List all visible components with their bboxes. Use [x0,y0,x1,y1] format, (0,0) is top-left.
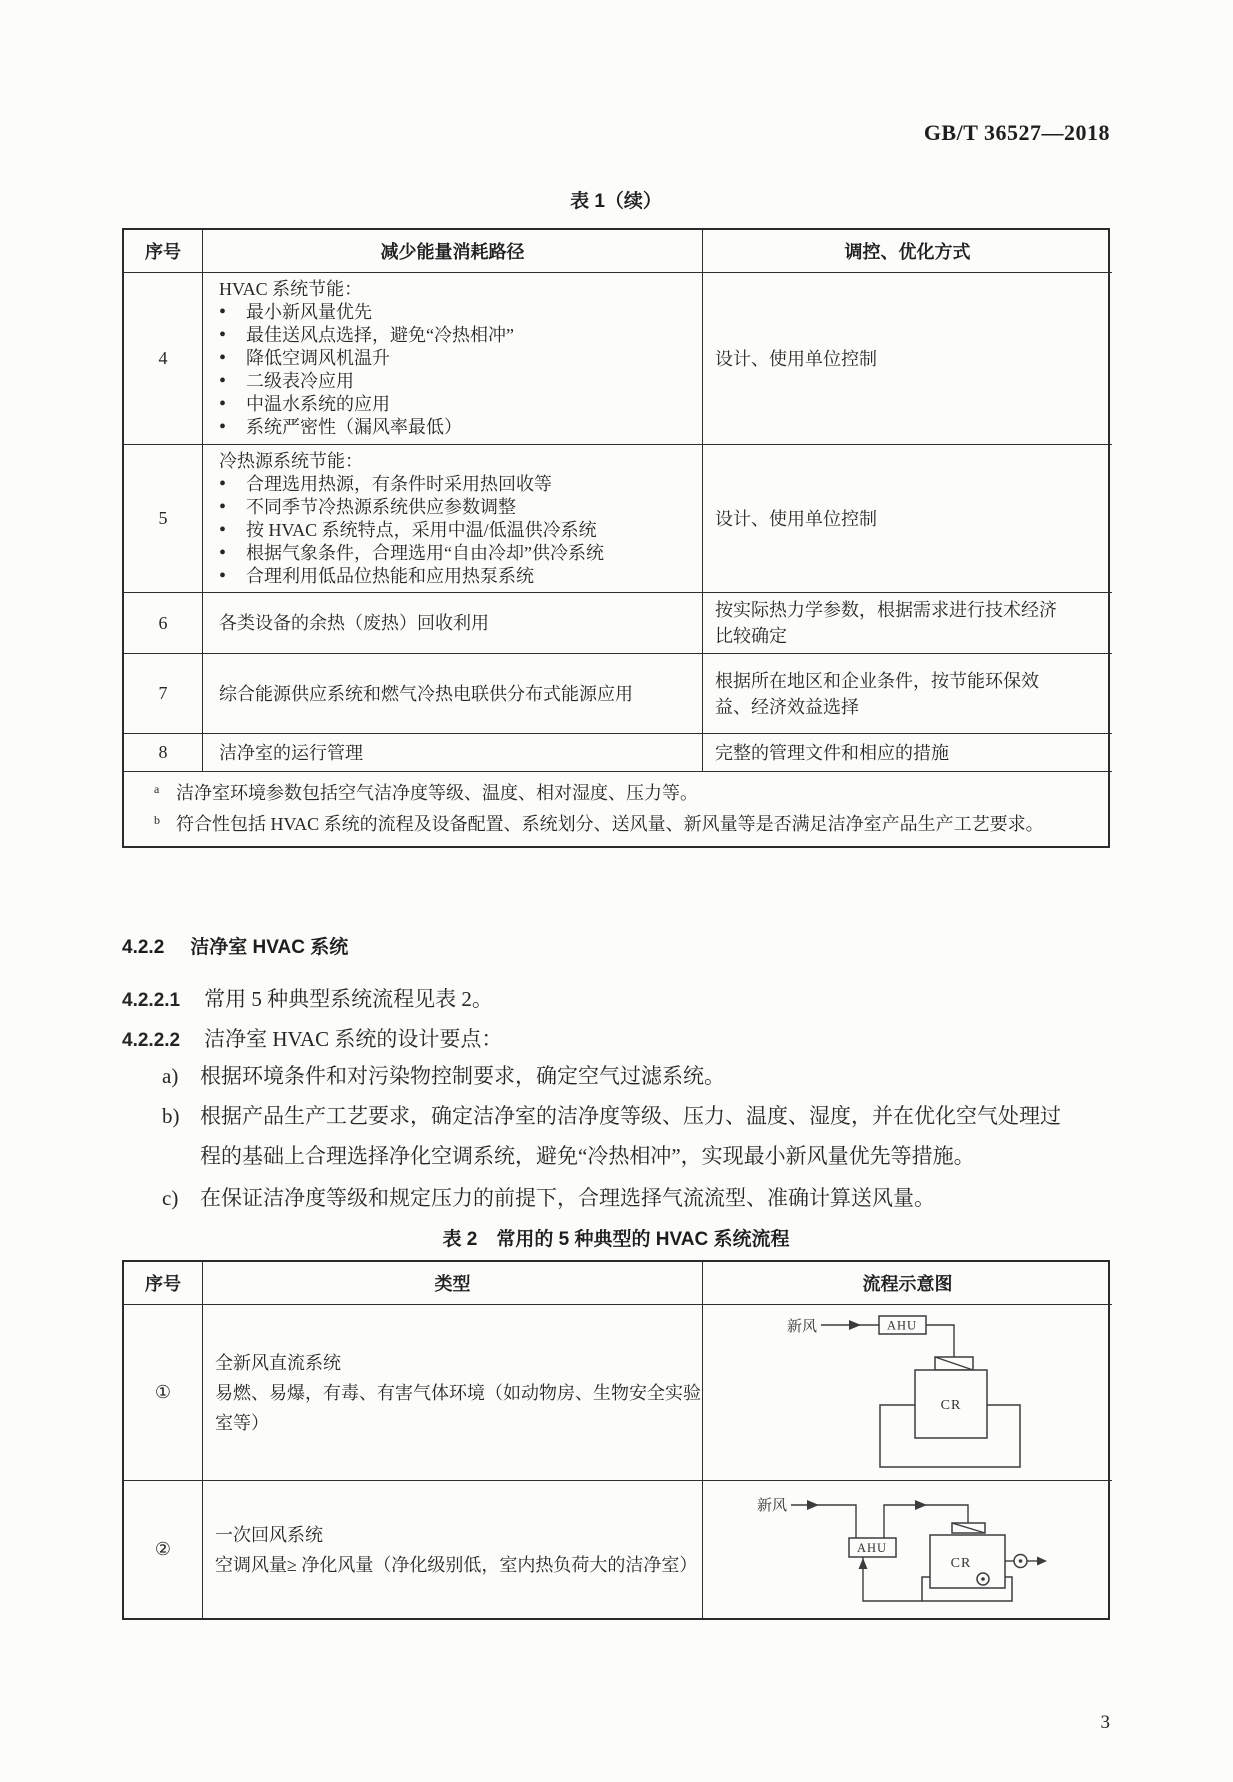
footnote-text: 洁净室环境参数包括空气洁净度等级、温度、相对湿度、压力等。 [176,783,698,803]
system-type-desc: 空调风量≥ 净化风量（净化级别低，室内热负荷大的洁净室） [215,1554,698,1575]
list-item [219,473,694,496]
item-marker: c) [162,1186,179,1210]
flow-arrow-icon [849,1320,861,1330]
table1-row-path: 洁净室的运行管理 [202,733,702,771]
duct-line [926,1325,954,1357]
bullet-text: 最小新风量优先 [246,302,372,322]
table1-row-no: 8 [124,733,202,771]
system-type-desc: 易燃、易爆，有毒、有害气体环境（如动物房、生物安全实验室等） [215,1382,701,1433]
table2-header-no: 序号 [145,1274,181,1294]
flow-arrow-icon [807,1500,819,1510]
section-title: 洁净室 HVAC 系统 [190,937,349,958]
footnote [154,809,1092,840]
table2 [122,1260,1110,1620]
bullet-text: 按 HVAC 系统特点，采用中温/低温供冷系统 [246,520,597,540]
list-item [219,347,694,370]
bullet-text: 中温水系统的应用 [246,394,390,414]
table1-header-method: 调控、优化方式 [702,230,1112,272]
item-marker: b) [162,1104,180,1128]
table2-row-type [202,1480,702,1618]
table1-row-method: 设计、使用单位控制 [702,272,1112,444]
filter-diagonal [935,1357,973,1370]
bullet-icon: • [219,542,227,564]
ahu-label: AHU [856,1541,888,1555]
table1-title: 表 1（续） [570,191,662,212]
table2-row-no: ① [124,1304,202,1480]
bullet-icon: • [219,519,227,541]
table1-row-path: 综合能源供应系统和燃气冷热电联供分布式能源应用 [202,653,702,733]
fresh-air-duct [791,1505,856,1538]
clause-text: 洁净室 HVAC 系统的设计要点： [204,1027,503,1051]
list-item-c [162,1178,1072,1218]
path-bullet-list [219,473,694,588]
section-number: 4.2.2 [122,937,165,958]
table2-header-diagram: 流程示意图 [702,1262,1112,1304]
cleanroom-label: CR [940,1398,962,1413]
bullet-icon: • [219,565,227,587]
bullet-icon: • [219,416,227,438]
table2-row-diagram [702,1304,1112,1480]
bullet-icon: • [219,301,227,323]
table1-row-method: 根据所在地区和企业条件，按节能环保效益、经济效益选择 [702,653,1112,733]
bullet-text: 降低空调风机温升 [246,348,390,368]
page-number: 3 [1100,1712,1110,1733]
table2-row-type [202,1304,702,1480]
ahu-label: AHU [886,1318,918,1333]
table1-row-method: 设计、使用单位控制 [702,444,1112,592]
path-bullet-list [219,301,694,439]
hvac-diagram-primary-return-air [703,1481,1111,1619]
path-group-title: 冷热源系统节能： [219,451,363,471]
list-item [219,496,694,519]
item-text: 根据环境条件和对污染物控制要求，确定空气过滤系统。 [200,1064,725,1088]
table1-header-path: 减少能量消耗路径 [202,230,702,272]
item-text: 在保证洁净度等级和规定压力的前提下，合理选择气流流型、准确计算送风量。 [200,1186,935,1210]
fresh-air-label: 新风 [757,1498,788,1514]
table2-title: 表 2 常用的 5 种典型的 HVAC 系统流程 [442,1229,790,1250]
clause-number: 4.2.2.1 [122,990,181,1011]
table1-row-no: 4 [124,272,202,444]
table1-row-method: 完整的管理文件和相应的措施 [702,733,1112,771]
table2-row-no: ② [124,1480,202,1618]
bullet-text: 最佳送风点选择，避免“冷热相冲” [246,325,514,345]
bullet-icon: • [219,393,227,415]
clause [122,984,1110,1016]
table2-row-diagram [702,1480,1112,1618]
system-type-title: 全新风直流系统 [215,1352,341,1373]
table1 [122,228,1110,848]
table1-row-no: 5 [124,444,202,592]
standard-number: GB/T 36527—2018 [923,120,1110,145]
bullet-icon: • [219,324,227,346]
footnote-marker: b [154,813,160,827]
bullet-icon: • [219,473,227,495]
filter-diagonal [952,1523,985,1533]
list-item [219,301,694,324]
bullet-text: 不同季节冷热源系统供应参数调整 [246,497,516,517]
bullet-text: 二级表冷应用 [246,371,354,391]
bullet-text: 系统严密性（漏风率最低） [246,417,462,437]
bullet-text: 合理选用热源，有条件时采用热回收等 [246,474,552,494]
list-item-b [162,1096,1072,1176]
bullet-icon: • [219,370,227,392]
cleanroom-label: CR [950,1556,972,1571]
table1-header-no: 序号 [145,242,181,262]
flow-arrow-icon [1037,1557,1047,1566]
item-text: 根据产品生产工艺要求，确定洁净室的洁净度等级、压力、温度、湿度，并在优化空气处理过程的基础上合理选择净化空调系统，避免“冷热相冲”，实现最小新风量优先等措施。 [200,1104,1061,1168]
flow-arrow-icon [915,1500,927,1510]
path-group-title: HVAC 系统节能： [219,279,363,299]
list-item [219,542,694,565]
flow-arrow-up-icon [859,1558,868,1569]
table2-header-type: 类型 [202,1262,702,1304]
clause-number: 4.2.2.2 [122,1030,181,1051]
fresh-air-label: 新风 [787,1319,818,1335]
item-marker: a) [162,1064,179,1088]
bullet-icon: • [219,496,227,518]
list-item [219,519,694,542]
bullet-icon: • [219,347,227,369]
table1-row-path [202,272,702,444]
table1-row-path: 各类设备的余热（废热）回收利用 [202,592,702,653]
exhaust-fan-dot [1019,1559,1023,1563]
footnote [154,778,1092,809]
clause [122,1024,1110,1056]
clause-text: 常用 5 种典型系统流程见表 2。 [204,987,493,1011]
list-item [219,416,694,439]
list-item [219,324,694,347]
return-duct [863,1557,922,1601]
list-item [219,393,694,416]
bullet-text: 根据气象条件，合理选用“自由冷却”供冷系统 [246,543,604,563]
table1-footnotes [124,771,1112,846]
section-heading [122,932,348,959]
table1-row-path [202,444,702,592]
system-type-title: 一次回风系统 [215,1524,323,1545]
list-item-a [162,1056,1072,1096]
footnote-text: 符合性包括 HVAC 系统的流程及设备配置、系统划分、送风量、新风量等是否满足洁净室产品生产工艺要求。 [176,814,1044,834]
list-item [219,370,694,393]
list-item [219,565,694,588]
table1-row-no: 6 [124,592,202,653]
return-fan-dot [981,1577,985,1581]
table1-row-method: 按实际热力学参数，根据需求进行技术经济比较确定 [702,592,1112,653]
hvac-diagram-full-fresh-air [703,1305,1111,1481]
table1-row-no: 7 [124,653,202,733]
bullet-text: 合理利用低品位热能和应用热泵系统 [246,566,534,586]
footnote-marker: a [154,782,160,796]
